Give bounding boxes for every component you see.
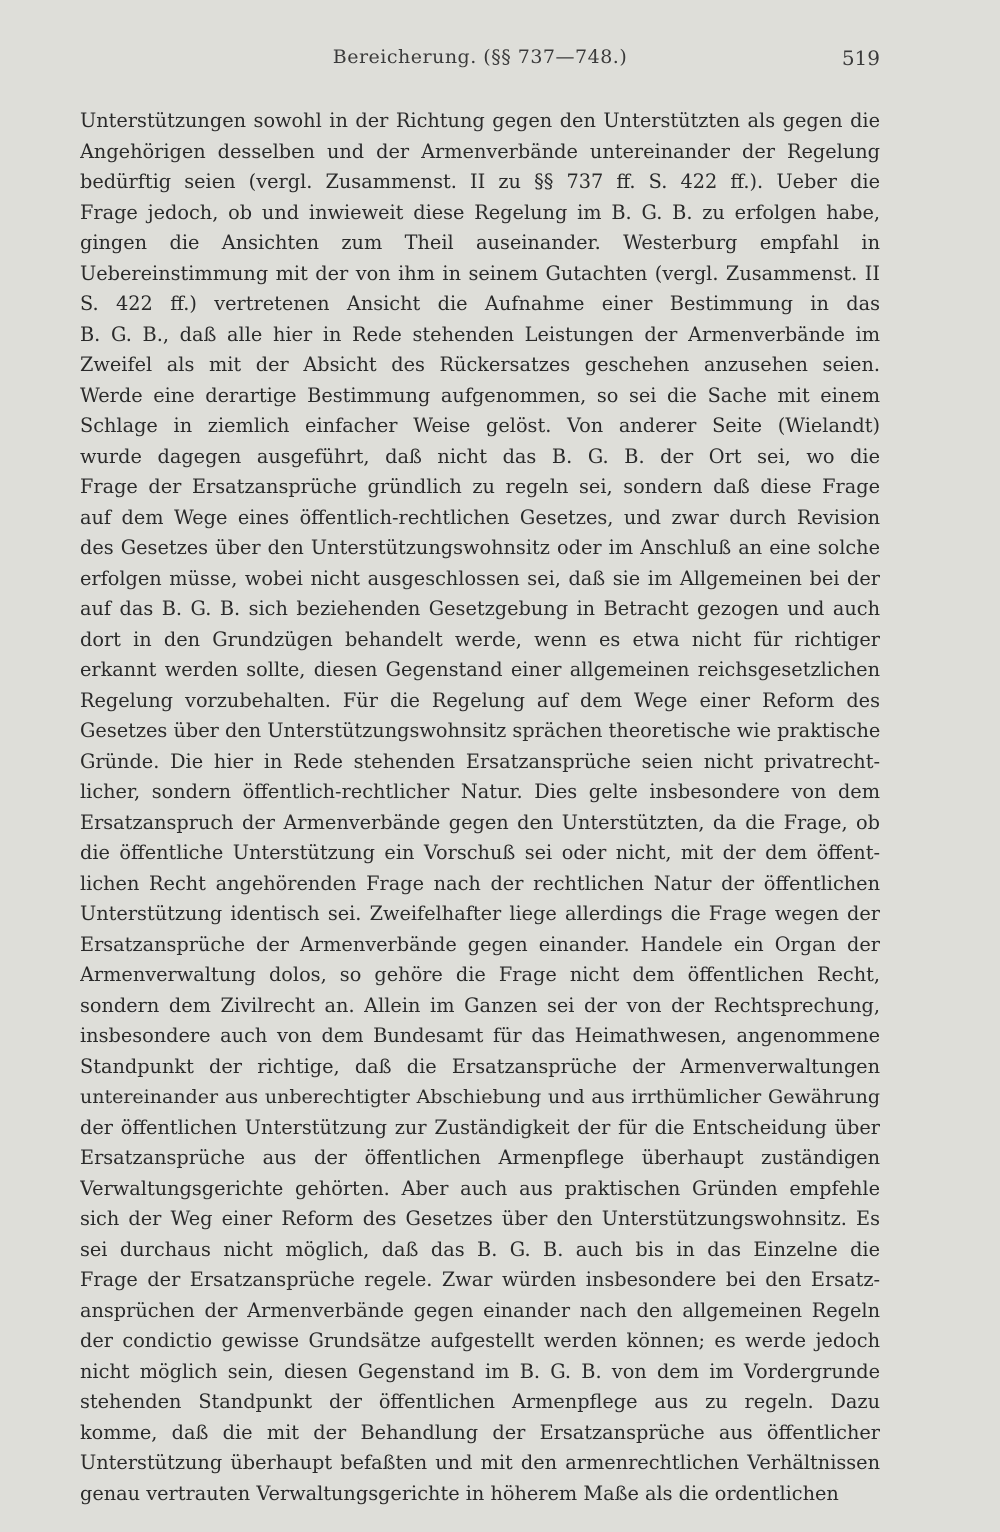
text-line: S. 422 ff.) vertretenen Ansicht die Aufnahme einer Bestimmung in das	[80, 292, 880, 315]
text-line: auf dem Wege eines öffentlich-rechtlichen Gesetzes, und zwar durch Revision	[80, 505, 880, 529]
text-line: Ersatzansprüche der Armenverbände gegen einander. Handele ein Organ der	[80, 932, 880, 956]
text-line: Verwaltungsgerichte gehörten. Aber auch aus praktischen Gründen empfehle	[80, 1176, 880, 1200]
text-line: bedürftig seien (vergl. Zusammenst. II zu §§ 737 ff. S. 422 ff.). Ueber die	[80, 170, 880, 193]
text-line: Zweifel als mit der Absicht des Rückersatzes geschehen anzusehen seien.	[80, 353, 880, 376]
text-line: sich der Weg einer Reform des Gesetzes über den Unterstützungswohnsitz. Es	[80, 1207, 880, 1230]
text-line: insbesondere auch von dem Bundesamt für das Heimathwesen, angenommene	[80, 1024, 880, 1047]
text-line: Armenverwaltung dolos, so gehöre die Frage nicht dem öffentlichen Recht,	[80, 963, 880, 986]
text-line: Frage jedoch, ob und inwieweit diese Regelung im B. G. B. zu erfolgen habe,	[80, 200, 880, 224]
text-line: der condictio gewisse Grundsätze aufgestellt werden können; es werde jedoch	[80, 1329, 880, 1352]
text-line: auf das B. G. B. sich beziehenden Gesetzgebung in Betracht gezogen und auch	[80, 597, 880, 620]
text-line: Gründe. Die hier in Rede stehenden Ersatzansprüche seien nicht privatrecht-	[80, 749, 880, 773]
text-line: gingen die Ansichten zum Theil auseinander. Westerburg empfahl in	[80, 231, 880, 254]
text-line: licher, sondern öffentlich-rechtlicher Natur. Dies gelte insbesondere von dem	[80, 780, 880, 803]
page-header	[80, 46, 880, 82]
text-line: Ersatzanspruch der Armenverbände gegen den Unterstützten, da die Frage, ob	[80, 810, 880, 834]
text-line: erfolgen müsse, wobei nicht ausgeschlossen sei, daß sie im Allgemeinen bei der	[80, 566, 880, 590]
text-line: genau vertrauten Verwaltungsgerichte in höherem Maße als die ordentlichen	[80, 1481, 839, 1505]
text-line: der öffentlichen Unterstützung zur Zuständigkeit der für die Entscheidung über	[80, 1115, 880, 1139]
text-line: ansprüchen der Armenverbände gegen einander nach den allgemeinen Regeln	[80, 1298, 880, 1322]
text-line: Frage der Ersatzansprüche gründlich zu regeln sei, sondern daß diese Frage	[80, 475, 880, 498]
text-line: Frage der Ersatzansprüche regele. Zwar würden insbesondere bei den Ersatz-	[80, 1268, 880, 1291]
text-line: Unterstützung identisch sei. Zweifelhafter liege allerdings die Frage wegen der	[80, 902, 880, 925]
text-line: nicht möglich sein, diesen Gegenstand im B. G. B. von dem im Vordergrunde	[80, 1359, 880, 1383]
body-text	[80, 106, 880, 1509]
text-line: B. G. B., daß alle hier in Rede stehenden Leistungen der Armenverbände im	[80, 322, 880, 346]
text-line: komme, daß die mit der Behandlung der Ersatzansprüche aus öffentlicher	[80, 1420, 880, 1444]
text-line: sondern dem Zivilrecht an. Allein im Ganzen sei der von der Rechtsprechung,	[80, 993, 880, 1017]
text-line: lichen Recht angehörenden Frage nach der rechtlichen Natur der öffentlichen	[80, 871, 880, 895]
text-line: Regelung vorzubehalten. Für die Regelung auf dem Wege einer Reform des	[80, 688, 880, 712]
text-line: dort in den Grundzügen behandelt werde, wenn es etwa nicht für richtiger	[80, 627, 880, 651]
text-line: Schlage in ziemlich einfacher Weise gelöst. Von anderer Seite (Wielandt)	[80, 414, 880, 437]
page-number: 519	[841, 46, 880, 70]
text-line: des Gesetzes über den Unterstützungswohnsitz oder im Anschluß an eine solche	[80, 536, 880, 559]
text-line: Angehörigen desselben und der Armenverbände untereinander der Regelung	[80, 139, 880, 163]
text-line: wurde dagegen ausgeführt, daß nicht das B. G. B. der Ort sei, wo die	[80, 444, 880, 468]
text-line: Gesetzes über den Unterstützungswohnsitz sprächen theoretische wie praktische	[80, 719, 880, 742]
text-line: Uebereinstimmung mit der von ihm in seinem Gutachten (vergl. Zusammenst. II	[80, 261, 880, 285]
text-line: stehenden Standpunkt der öffentlichen Armenpflege aus zu regeln. Dazu	[80, 1390, 880, 1413]
text-line: Standpunkt der richtige, daß die Ersatzansprüche der Armenverwaltungen	[80, 1054, 880, 1078]
text-line: sei durchaus nicht möglich, daß das B. G. B. auch bis in das Einzelne die	[80, 1237, 880, 1261]
text-line: Werde eine derartige Bestimmung aufgenommen, so sei die Sache mit einem	[80, 383, 880, 407]
text-line: Unterstützung überhaupt befaßten und mit den armenrechtlichen Verhältnissen	[80, 1451, 880, 1474]
text-line: untereinander aus unberechtigter Abschiebung und aus irrthümlicher Gewährung	[80, 1086, 880, 1108]
running-head: Bereicherung. (§§ 737—748.)	[332, 46, 628, 68]
text-line: Unterstützungen sowohl in der Richtung gegen den Unterstützten als gegen die	[80, 109, 880, 132]
text-line: erkannt werden sollte, diesen Gegenstand einer allgemeinen reichsgesetzlichen	[80, 658, 880, 681]
text-line: Ersatzansprüche aus der öffentlichen Armenpflege überhaupt zuständigen	[80, 1146, 880, 1169]
text-line: die öffentliche Unterstützung ein Vorschuß sei oder nicht, mit der dem öffent-	[80, 841, 880, 864]
